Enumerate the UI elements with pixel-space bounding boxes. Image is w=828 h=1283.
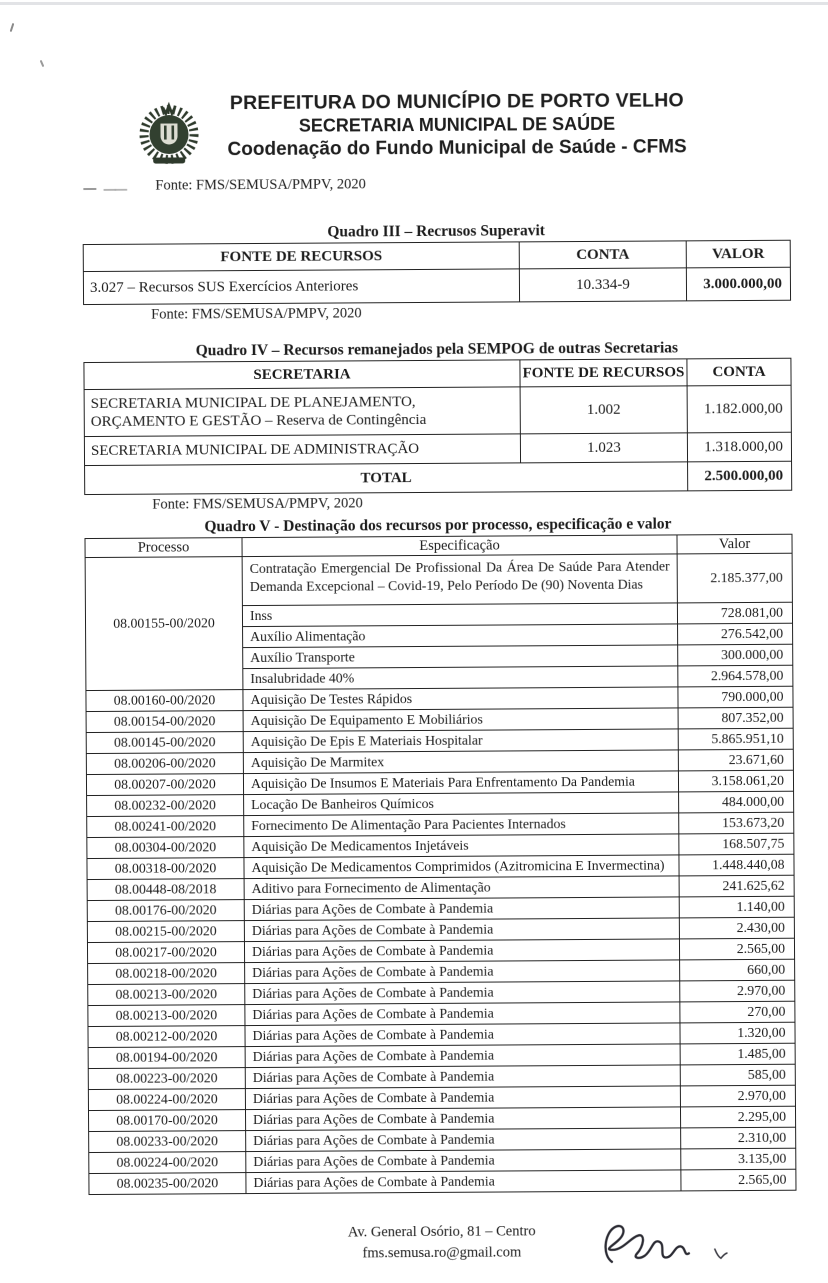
processo-cell: 08.00145-00/2020 bbox=[86, 732, 243, 754]
processo-cell: 08.00170-00/2020 bbox=[88, 1110, 245, 1132]
table-header-row bbox=[84, 358, 791, 389]
processo-cell: 08.00223-00/2020 bbox=[88, 1068, 245, 1090]
processo-cell: 08.00213-00/2020 bbox=[88, 984, 245, 1006]
org-name-line2: SECRETARIA MUNICIPAL DE SAÚDE bbox=[298, 113, 616, 136]
valor-cell: 3.000.000,00 bbox=[686, 267, 790, 301]
footer-email: fms.semusa.ro@gmail.com bbox=[362, 1244, 522, 1262]
quadro-v-body bbox=[85, 553, 796, 1194]
valor-cell: 2.295,00 bbox=[680, 1106, 795, 1128]
valor-cell: 2.310,00 bbox=[681, 1127, 796, 1149]
especificacao-cell: Diárias para Ações de Combate à Pandemia bbox=[245, 1044, 680, 1068]
table-row bbox=[89, 1169, 796, 1194]
especificacao-cell: Diárias para Ações de Combate à Pandemia bbox=[246, 1149, 681, 1173]
especificacao-cell: Diárias para Ações de Combate à Pandemia bbox=[244, 897, 679, 921]
especificacao-cell: Diárias para Ações de Combate à Pandemia bbox=[245, 960, 680, 984]
valor-cell: 484.000,00 bbox=[679, 791, 794, 813]
especificacao-cell: Diárias para Ações de Combate à Pandemia bbox=[245, 1065, 680, 1089]
valor-cell: 2.964.578,00 bbox=[678, 665, 793, 687]
table-row bbox=[84, 385, 791, 436]
especificacao-cell: Diárias para Ações de Combate à Pandemia bbox=[245, 1086, 680, 1110]
especificacao-cell: Aquisição De Epis E Materiais Hospitalar bbox=[243, 729, 678, 753]
col-conta: CONTA bbox=[687, 358, 791, 386]
quadro-v-title: Quadro V - Destinação dos recursos por processo, especificação e valor bbox=[204, 515, 672, 536]
processo-cell: 08.00224-00/2020 bbox=[89, 1152, 246, 1174]
valor-cell: 5.865.951,10 bbox=[678, 728, 793, 750]
valor-cell: 2.970,00 bbox=[680, 1085, 795, 1107]
secretaria-cell: SECRETARIA MUNICIPAL DE ADMINISTRAÇÃO bbox=[84, 434, 520, 466]
quadro-v-section bbox=[0, 514, 828, 1196]
source-note-quadro-iv: Fonte: FMS/SEMUSA/PMPV, 2020 bbox=[152, 495, 363, 513]
col-valor: VALOR bbox=[686, 240, 790, 268]
processo-cell: 08.00160-00/2020 bbox=[86, 690, 243, 712]
processo-cell: 08.00232-00/2020 bbox=[87, 795, 244, 817]
especificacao-cell: Diárias para Ações de Combate à Pandemia bbox=[244, 918, 679, 942]
table-row bbox=[85, 553, 792, 606]
especificacao-cell: Aditivo para Fornecimento de Alimentação bbox=[244, 876, 679, 900]
especificacao-cell: Aquisição De Medicamentos Comprimidos (Azitromicina E Invermectina) bbox=[244, 855, 679, 879]
valor-cell: 3.135,00 bbox=[681, 1148, 796, 1170]
source-note-top: Fonte: FMS/SEMUSA/PMPV, 2020 bbox=[155, 176, 366, 194]
processo-cell: 08.00212-00/2020 bbox=[88, 1026, 245, 1048]
especificacao-cell: Diárias para Ações de Combate à Pandemia bbox=[245, 1023, 680, 1047]
conta-valor-cell: 1.318.000,00 bbox=[687, 432, 791, 462]
especificacao-cell: Contratação Emergencial De Profissional Da Área De Saúde Para Atender Demanda Excepcional – Covid-19, Pelo Período De (90) Noventa Dias bbox=[242, 554, 677, 606]
col-especificacao: Especificação bbox=[242, 535, 677, 557]
especificacao-cell: Aquisição De Equipamento E Mobiliários bbox=[243, 708, 678, 732]
valor-cell: 153.673,20 bbox=[679, 812, 794, 834]
valor-cell: 241.625,62 bbox=[679, 875, 794, 897]
footer-address: Av. General Osório, 81 – Centro bbox=[347, 1223, 536, 1241]
especificacao-cell: Aquisição De Testes Rápidos bbox=[243, 687, 678, 711]
valor-cell: 23.671,60 bbox=[678, 749, 793, 771]
valor-cell: 2.970,00 bbox=[680, 980, 795, 1002]
processo-cell: 08.00318-00/2020 bbox=[87, 858, 244, 880]
quadro-iii-title: Quadro III – Recrusos Superavit bbox=[327, 222, 545, 241]
processo-cell: 08.00233-00/2020 bbox=[89, 1131, 246, 1153]
especificacao-cell: Auxílio Alimentação bbox=[243, 624, 678, 648]
valor-cell: 1.320,00 bbox=[680, 1022, 795, 1044]
processo-cell: 08.00215-00/2020 bbox=[87, 921, 244, 943]
processo-cell: 08.00448-08/2018 bbox=[87, 879, 244, 901]
col-fonte-de-recursos: FONTE DE RECURSOS bbox=[83, 242, 519, 272]
org-name-line3: Coodenação do Fundo Municipal de Saúde - CFMS bbox=[227, 136, 687, 161]
valor-cell: 2.565,00 bbox=[679, 938, 794, 960]
valor-cell: 3.158.061,20 bbox=[678, 770, 793, 792]
especificacao-cell: Diárias para Ações de Combate à Pandemia bbox=[245, 1107, 680, 1131]
quadro-iv-section bbox=[0, 338, 827, 515]
valor-cell: 168.507,75 bbox=[679, 833, 794, 855]
processo-cell: 08.00155-00/2020 bbox=[85, 557, 243, 691]
processo-cell: 08.00304-00/2020 bbox=[87, 837, 244, 859]
valor-cell: 270,00 bbox=[680, 1001, 795, 1023]
source-note-quadro-iii: Fonte: FMS/SEMUSA/PMPV, 2020 bbox=[151, 305, 362, 323]
processo-cell: 08.00207-00/2020 bbox=[86, 774, 243, 796]
fonte-cell: 1.023 bbox=[520, 433, 687, 463]
conta-cell: 10.334-9 bbox=[519, 268, 686, 302]
scan-mark-dashes bbox=[83, 188, 96, 190]
especificacao-cell: Diárias para Ações de Combate à Pandemia bbox=[244, 939, 679, 963]
table-row bbox=[84, 432, 791, 465]
total-row bbox=[85, 461, 792, 494]
table-row bbox=[83, 267, 790, 304]
quadro-iii-section bbox=[0, 220, 826, 325]
processo-cell: 08.00241-00/2020 bbox=[87, 816, 244, 838]
valor-cell: 2.185.377,00 bbox=[677, 553, 792, 603]
total-label: TOTAL bbox=[85, 462, 688, 495]
quadro-iv-table bbox=[83, 358, 792, 495]
total-value: 2.500.000,00 bbox=[688, 461, 792, 491]
col-valor: Valor bbox=[677, 534, 792, 554]
valor-cell: 2.565,00 bbox=[681, 1169, 796, 1191]
especificacao-cell: Aquisição De Medicamentos Injetáveis bbox=[244, 834, 679, 858]
valor-cell: 585,00 bbox=[680, 1064, 795, 1086]
valor-cell: 728.081,00 bbox=[677, 602, 792, 624]
especificacao-cell: Aquisição De Marmitex bbox=[243, 750, 678, 774]
valor-cell: 276.542,00 bbox=[678, 623, 793, 645]
valor-cell: 1.448.440,08 bbox=[679, 854, 794, 876]
valor-cell: 660,00 bbox=[680, 959, 795, 981]
processo-cell: 08.00213-00/2020 bbox=[88, 1005, 245, 1027]
processo-cell: 08.00194-00/2020 bbox=[88, 1047, 245, 1069]
fonte-cell: 1.002 bbox=[520, 386, 687, 434]
processo-cell: 08.00217-00/2020 bbox=[87, 942, 244, 964]
valor-cell: 1.485,00 bbox=[680, 1043, 795, 1065]
valor-cell: 2.430,00 bbox=[679, 917, 794, 939]
quadro-iv-title: Quadro IV – Recursos remanejados pela SEMPOG de outras Secretarias bbox=[195, 339, 679, 360]
col-processo: Processo bbox=[85, 538, 242, 558]
especificacao-cell: Diárias para Ações de Combate à Pandemia bbox=[246, 1128, 681, 1152]
especificacao-cell: Aquisição De Insumos E Materiais Para Enfrentamento Da Pandemia bbox=[243, 771, 678, 795]
quadro-v-table bbox=[84, 534, 796, 1195]
especificacao-cell: Inss bbox=[242, 603, 677, 627]
document-header bbox=[0, 88, 825, 161]
col-fonte-de-recursos: FONTE DE RECURSOS bbox=[520, 359, 687, 387]
conta-valor-cell: 1.182.000,00 bbox=[687, 385, 791, 433]
quadro-iii-table bbox=[83, 240, 791, 305]
especificacao-cell: Auxílio Transporte bbox=[243, 645, 678, 669]
especificacao-cell: Diárias para Ações de Combate à Pandemia bbox=[245, 1002, 680, 1026]
processo-cell: 08.00176-00/2020 bbox=[87, 900, 244, 922]
especificacao-cell: Insalubridade 40% bbox=[243, 666, 678, 690]
org-name-line1: PREFEITURA DO MUNICÍPIO DE PORTO VELHO bbox=[229, 89, 684, 115]
valor-cell: 807.352,00 bbox=[678, 707, 793, 729]
processo-cell: 08.00154-00/2020 bbox=[86, 711, 243, 733]
valor-cell: 1.140,00 bbox=[679, 896, 794, 918]
especificacao-cell: Diárias para Ações de Combate à Pandemia bbox=[245, 981, 680, 1005]
processo-cell: 08.00218-00/2020 bbox=[88, 963, 245, 985]
signature-scribble bbox=[592, 1216, 732, 1278]
valor-cell: 300.000,00 bbox=[678, 644, 793, 666]
processo-cell: 08.00224-00/2020 bbox=[88, 1089, 245, 1111]
processo-cell: 08.00235-00/2020 bbox=[89, 1173, 246, 1195]
fonte-recursos-cell: 3.027 – Recursos SUS Exercícios Anteriores bbox=[83, 269, 519, 305]
especificacao-cell: Diárias para Ações de Combate à Pandemia bbox=[246, 1170, 681, 1194]
col-secretaria: SECRETARIA bbox=[84, 360, 520, 390]
table-header-row bbox=[83, 240, 790, 271]
processo-cell: 08.00206-00/2020 bbox=[86, 753, 243, 775]
especificacao-cell: Locação De Banheiros Químicos bbox=[244, 792, 679, 816]
valor-cell: 790.000,00 bbox=[678, 686, 793, 708]
especificacao-cell: Fornecimento De Alimentação Para Pacientes Internados bbox=[244, 813, 679, 837]
secretaria-cell: SECRETARIA MUNICIPAL DE PLANEJAMENTO, ORÇAMENTO E GESTÃO – Reserva de Contingência bbox=[84, 387, 520, 437]
col-conta: CONTA bbox=[519, 241, 686, 269]
